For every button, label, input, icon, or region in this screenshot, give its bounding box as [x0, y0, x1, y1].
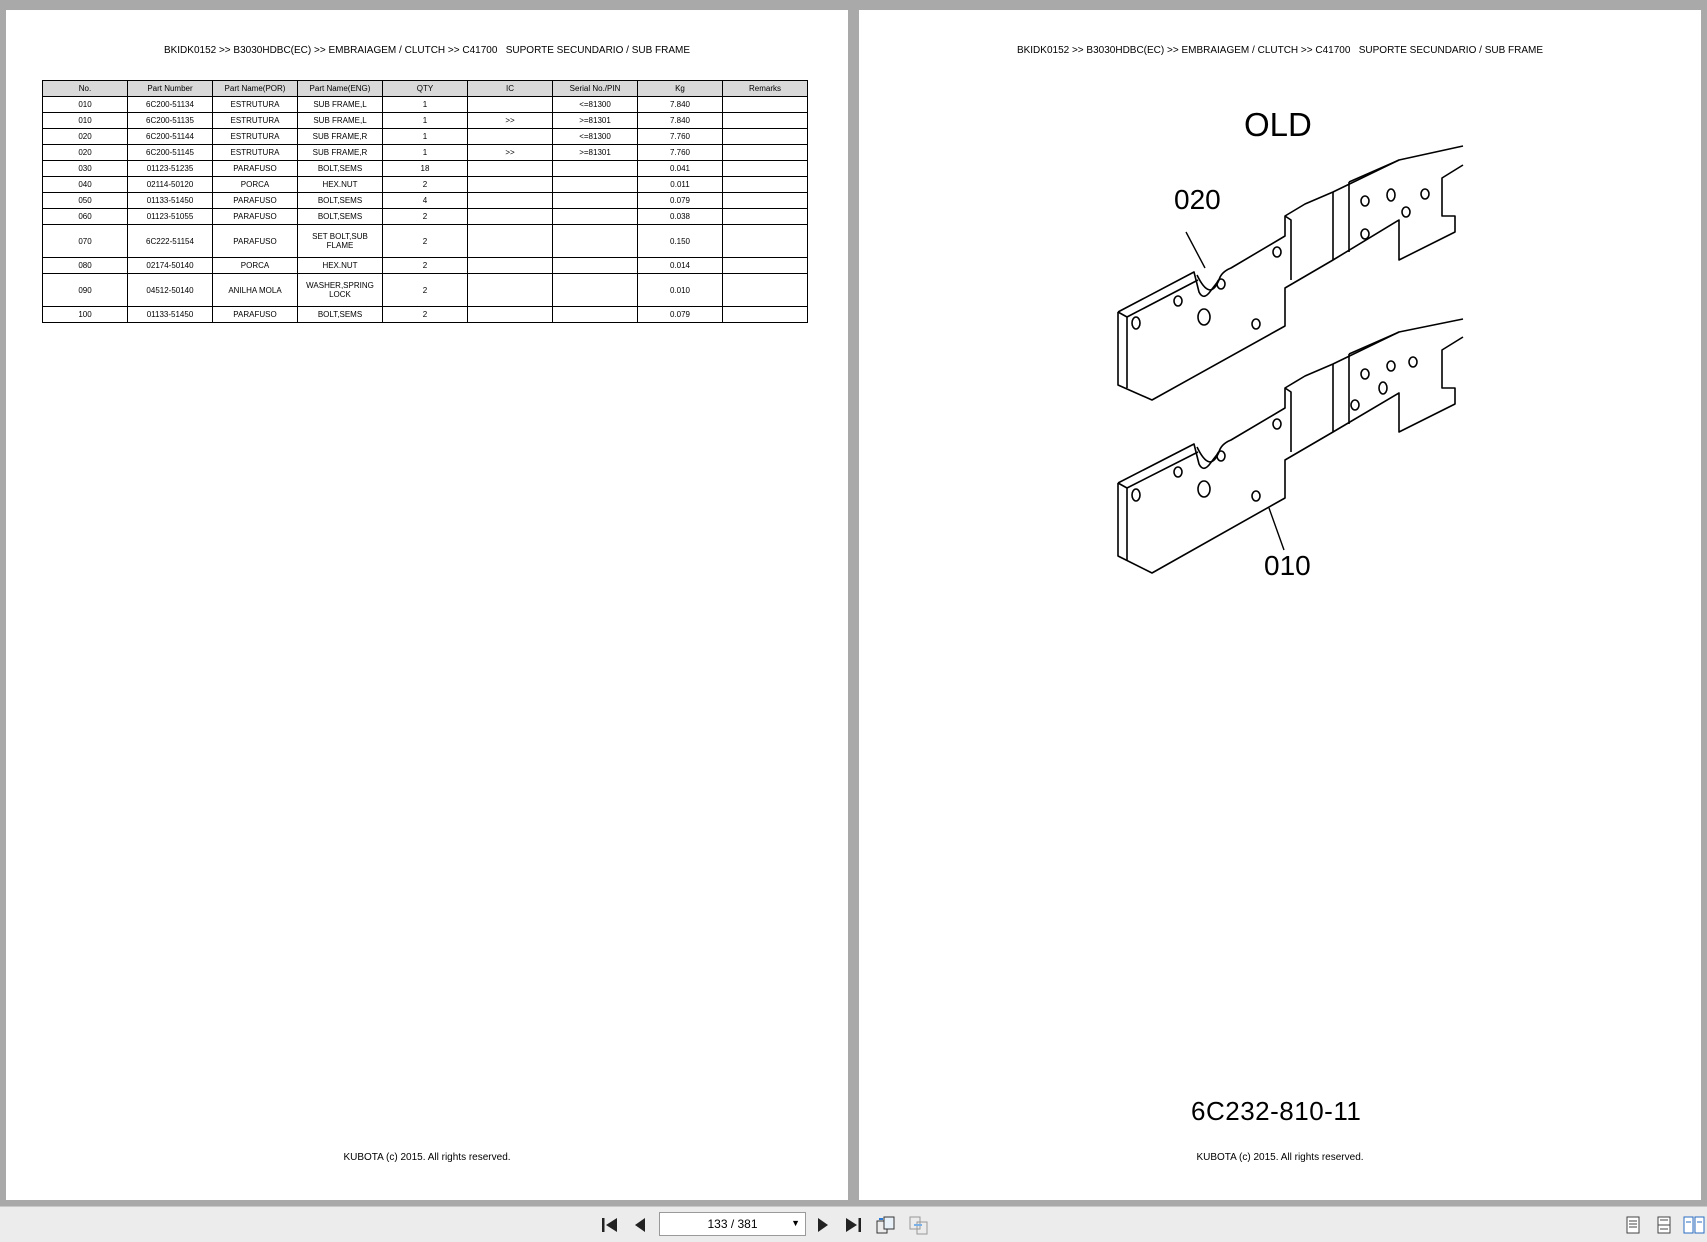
cell-part-number: 04512-50140 — [128, 274, 213, 307]
sub-frame-drawing — [859, 10, 1701, 1200]
first-page-icon[interactable] — [600, 1215, 620, 1235]
cell-part-name-eng: BOLT,SEMS — [298, 193, 383, 209]
table-row — [43, 161, 808, 177]
table-header-row — [43, 81, 808, 97]
cell-ic — [468, 225, 553, 258]
cell-ic: >> — [468, 145, 553, 161]
cell-ic: >> — [468, 113, 553, 129]
table-row — [43, 209, 808, 225]
cell-remarks — [723, 193, 808, 209]
cell-serial — [553, 177, 638, 193]
cell-no: 090 — [43, 274, 128, 307]
cell-qty: 2 — [383, 274, 468, 307]
page-indicator: 133 / 381 — [707, 1217, 758, 1231]
cell-serial — [553, 193, 638, 209]
col-header-qty: QTY — [383, 81, 468, 97]
cell-no: 060 — [43, 209, 128, 225]
cell-part-name-por: PARAFUSO — [213, 225, 298, 258]
cell-part-name-por: PORCA — [213, 258, 298, 274]
cell-kg: 0.041 — [638, 161, 723, 177]
callout-020: 020 — [1174, 184, 1221, 215]
cell-kg: 0.150 — [638, 225, 723, 258]
cell-serial: >=81301 — [553, 145, 638, 161]
cell-serial — [553, 258, 638, 274]
cell-serial: <=81300 — [553, 97, 638, 113]
cell-part-number: 6C200-51144 — [128, 129, 213, 145]
cell-no: 100 — [43, 307, 128, 323]
last-page-icon[interactable] — [843, 1215, 863, 1235]
right-page — [859, 10, 1701, 1200]
cell-no: 010 — [43, 97, 128, 113]
cell-serial: >=81301 — [553, 113, 638, 129]
table-row — [43, 225, 808, 258]
rotate-view-icon[interactable] — [875, 1215, 897, 1235]
cell-part-name-por: PARAFUSO — [213, 193, 298, 209]
cell-part-number: 6C200-51145 — [128, 145, 213, 161]
cell-serial — [553, 274, 638, 307]
cell-qty: 1 — [383, 113, 468, 129]
cell-no: 040 — [43, 177, 128, 193]
cell-part-name-por: PARAFUSO — [213, 161, 298, 177]
cell-kg: 0.038 — [638, 209, 723, 225]
table-row — [43, 129, 808, 145]
cell-part-name-eng: BOLT,SEMS — [298, 307, 383, 323]
cell-qty: 2 — [383, 307, 468, 323]
cell-part-name-por: PARAFUSO — [213, 307, 298, 323]
drawing-number: 6C232-810-11 — [1191, 1096, 1362, 1126]
page-breadcrumb: BKIDK0152 >> B3030HDBC(EC) >> EMBRAIAGEM / CLUTCH >> C41700 SUPORTE SECUNDARIO / SUB FRAME — [1016, 45, 1544, 56]
cell-remarks — [723, 97, 808, 113]
table-row — [43, 113, 808, 129]
col-header-part-name-por: Part Name(POR) — [213, 81, 298, 97]
cell-ic — [468, 193, 553, 209]
cell-part-name-eng: HEX.NUT — [298, 258, 383, 274]
cell-part-number: 02114-50120 — [128, 177, 213, 193]
cell-no: 050 — [43, 193, 128, 209]
cell-part-name-eng: BOLT,SEMS — [298, 209, 383, 225]
cell-qty: 2 — [383, 258, 468, 274]
cell-part-name-por: ESTRUTURA — [213, 129, 298, 145]
chevron-down-icon[interactable]: ▼ — [791, 1218, 800, 1228]
sub-frame-upper — [1118, 146, 1463, 400]
col-header-remarks: Remarks — [723, 81, 808, 97]
cell-ic — [468, 258, 553, 274]
cell-qty: 1 — [383, 129, 468, 145]
cell-ic — [468, 274, 553, 307]
cell-qty: 1 — [383, 145, 468, 161]
cell-no: 010 — [43, 113, 128, 129]
cell-qty: 2 — [383, 177, 468, 193]
cell-serial: <=81300 — [553, 129, 638, 145]
cell-part-name-eng: SUB FRAME,L — [298, 97, 383, 113]
cell-kg: 0.014 — [638, 258, 723, 274]
cell-ic — [468, 97, 553, 113]
cell-ic — [468, 307, 553, 323]
table-row — [43, 258, 808, 274]
col-header-no: No. — [43, 81, 128, 97]
cell-remarks — [723, 177, 808, 193]
cell-part-name-eng: SET BOLT,SUB FLAME — [298, 225, 383, 258]
two-page-view-icon[interactable] — [1683, 1215, 1705, 1235]
cell-remarks — [723, 307, 808, 323]
table-row — [43, 193, 808, 209]
cell-ic — [468, 209, 553, 225]
cell-part-name-eng: SUB FRAME,R — [298, 129, 383, 145]
extract-pages-icon[interactable] — [908, 1215, 930, 1235]
cell-part-name-eng: WASHER,SPRING LOCK — [298, 274, 383, 307]
single-page-view-icon[interactable] — [1624, 1215, 1642, 1235]
cell-part-name-por: PARAFUSO — [213, 209, 298, 225]
page-footer: KUBOTA (c) 2015. All rights reserved. — [343, 1152, 511, 1163]
page-breadcrumb: BKIDK0152 >> B3030HDBC(EC) >> EMBRAIAGEM / CLUTCH >> C41700 SUPORTE SECUNDARIO / SUB FRAME — [163, 45, 691, 56]
cell-part-name-por: PORCA — [213, 177, 298, 193]
col-header-kg: Kg — [638, 81, 723, 97]
sub-frame-lower — [1118, 319, 1463, 573]
page-footer: KUBOTA (c) 2015. All rights reserved. — [1196, 1152, 1364, 1163]
cell-part-name-por: ESTRUTURA — [213, 113, 298, 129]
cell-qty: 2 — [383, 225, 468, 258]
cell-ic — [468, 177, 553, 193]
cell-serial — [553, 209, 638, 225]
cell-no: 030 — [43, 161, 128, 177]
cell-serial — [553, 225, 638, 258]
cell-no: 020 — [43, 145, 128, 161]
cell-part-number: 01123-51055 — [128, 209, 213, 225]
table-row — [43, 145, 808, 161]
cell-no: 080 — [43, 258, 128, 274]
previous-page-icon[interactable] — [632, 1215, 648, 1235]
callout-010: 010 — [1264, 550, 1311, 581]
cell-qty: 18 — [383, 161, 468, 177]
cell-part-number: 6C222-51154 — [128, 225, 213, 258]
cell-kg: 0.079 — [638, 193, 723, 209]
cell-remarks — [723, 225, 808, 258]
col-header-part-number: Part Number — [128, 81, 213, 97]
drawing-title: OLD — [1244, 106, 1312, 143]
cell-remarks — [723, 274, 808, 307]
cell-part-name-eng: HEX.NUT — [298, 177, 383, 193]
cell-kg: 7.840 — [638, 113, 723, 129]
page-number-input[interactable] — [659, 1212, 806, 1236]
cell-part-number: 6C200-51134 — [128, 97, 213, 113]
col-header-ic: IC — [468, 81, 553, 97]
cell-remarks — [723, 129, 808, 145]
parts-table — [42, 80, 808, 323]
cell-part-name-por: ANILHA MOLA — [213, 274, 298, 307]
cell-kg: 0.011 — [638, 177, 723, 193]
col-header-serial: Serial No./PIN — [553, 81, 638, 97]
cell-no: 070 — [43, 225, 128, 258]
viewer-toolbar — [0, 1206, 1707, 1242]
cell-kg: 0.079 — [638, 307, 723, 323]
cell-serial — [553, 307, 638, 323]
table-row — [43, 177, 808, 193]
col-header-part-name-eng: Part Name(ENG) — [298, 81, 383, 97]
cell-remarks — [723, 145, 808, 161]
table-row — [43, 307, 808, 323]
cell-part-number: 01123-51235 — [128, 161, 213, 177]
cell-qty: 1 — [383, 97, 468, 113]
cell-qty: 4 — [383, 193, 468, 209]
table-row — [43, 274, 808, 307]
cell-remarks — [723, 258, 808, 274]
cell-no: 020 — [43, 129, 128, 145]
cell-part-name-eng: SUB FRAME,L — [298, 113, 383, 129]
cell-part-name-eng: SUB FRAME,R — [298, 145, 383, 161]
next-page-icon[interactable] — [815, 1215, 831, 1235]
cell-kg: 7.840 — [638, 97, 723, 113]
cell-kg: 7.760 — [638, 129, 723, 145]
cell-kg: 0.010 — [638, 274, 723, 307]
cell-part-number: 02174-50140 — [128, 258, 213, 274]
cell-part-number: 01133-51450 — [128, 307, 213, 323]
cell-part-name-por: ESTRUTURA — [213, 145, 298, 161]
cell-remarks — [723, 209, 808, 225]
cell-ic — [468, 129, 553, 145]
cell-ic — [468, 161, 553, 177]
continuous-view-icon[interactable] — [1655, 1215, 1673, 1235]
left-page — [6, 10, 848, 1200]
cell-part-number: 6C200-51135 — [128, 113, 213, 129]
cell-part-number: 01133-51450 — [128, 193, 213, 209]
cell-part-name-eng: BOLT,SEMS — [298, 161, 383, 177]
cell-qty: 2 — [383, 209, 468, 225]
table-row — [43, 97, 808, 113]
cell-kg: 7.760 — [638, 145, 723, 161]
cell-remarks — [723, 113, 808, 129]
cell-part-name-por: ESTRUTURA — [213, 97, 298, 113]
cell-remarks — [723, 161, 808, 177]
cell-serial — [553, 161, 638, 177]
